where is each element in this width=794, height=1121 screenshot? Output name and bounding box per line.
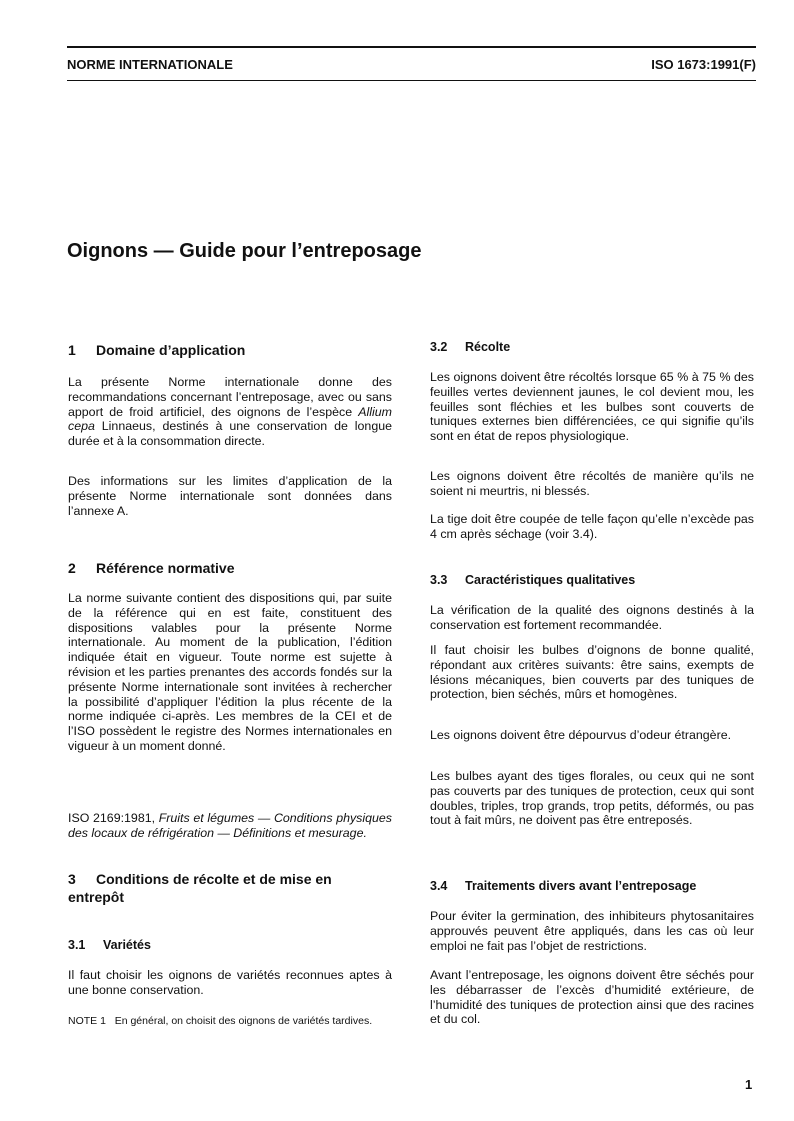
normative-reference: ISO 2169:1981, Fruits et légumes — Conditions physiques des locaux de réfrigération — Définitions et mesurage. — [68, 811, 392, 840]
header-rule-thin — [67, 80, 756, 81]
section-2-heading: 2 Référence normative — [68, 560, 235, 576]
header-rule — [67, 46, 756, 48]
section-3-2-paragraph-3: La tige doit être coupée de telle façon qu’elle n’excède pas 4 cm après séchage (voir 3.4). — [430, 512, 754, 541]
section-3-3-paragraph-2: Il faut choisir les bulbes d’oignons de bonne qualité, répondant aux critères suivants: être sains, exempts de lésions mécaniques, bien couverts par des tuniques de protection, bien séchés, mûrs et homogènes. — [430, 643, 754, 702]
note-1: NOTE 1 En général, on choisit des oignons de variétés tardives. — [68, 1015, 373, 1027]
section-3-3-heading: 3.3 Caractéristiques qualitatives — [430, 573, 636, 587]
section-3-3-paragraph-3: Les oignons doivent être dépourvus d’odeur étrangère. — [430, 728, 732, 742]
section-3-4-heading: 3.4 Traitements divers avant l’entreposage — [430, 879, 697, 893]
section-3-1-heading: 3.1 Variétés — [68, 938, 151, 952]
section-3-2-paragraph-2: Les oignons doivent être récoltés de manière qu’ils ne soient ni meurtris, ni blessés. — [430, 469, 754, 498]
section-1-paragraph-2: Des informations sur les limites d’application de la présente Norme internationale sont données dans l’annexe A. — [68, 474, 392, 518]
section-1-paragraph: La présente Norme internationale donne des recommandations concernant l’entreposage, avec ou sans apport de froid artificiel, des oignons de l’espèce Allium cepa Linnaeus, destinés à une conservation de longue durée et à la consommation directe. — [68, 375, 392, 449]
section-3-4-paragraph-2: Avant l’entreposage, les oignons doivent être séchés pour les débarrasser de l’excès d’humidité extérieure, de l’humidité des tuniques de protection ainsi que des racines et du col. — [430, 968, 754, 1027]
section-3-3-paragraph-1: La vérification de la qualité des oignons destinés à la conservation est fortement recommandée. — [430, 603, 754, 632]
header-left: NORME INTERNATIONALE — [67, 57, 233, 72]
section-1-heading: 1 Domaine d’application — [68, 342, 246, 358]
section-3-heading: 3 Conditions de récolte et de mise en entrepôt — [68, 871, 332, 905]
section-2-paragraph: La norme suivante contient des dispositions qui, par suite de la référence qui en est faite, constituent des dispositions valables pour la présente Norme internationale. Au moment de la publication, l’édition indiquée était en vigueur. Toute norme est sujette à révision et les parties prenantes des accords fondés sur la présente Norme internationale sont invitées à rechercher la possibilité d’appliquer l’édition la plus récente de la norme indiquée ci-après. Les membres de la CEI et de l’ISO possèdent le registre des Normes internationales en vigueur à un moment donné. — [68, 591, 392, 753]
document-title: Oignons — Guide pour l’entreposage — [67, 240, 422, 262]
section-3-2-heading: 3.2 Récolte — [430, 340, 511, 354]
section-3-2-paragraph-1: Les oignons doivent être récoltés lorsque 65 % à 75 % des feuilles vertes deviennent jaunes, le col devient mou, les feuilles sont fléchies et les bulbes sont couverts de tuniques externes bien différenciées, ce qui signifie qu’ils sont en état de repos physiologique. — [430, 370, 754, 444]
section-3-1-paragraph: Il faut choisir les oignons de variétés reconnues aptes à une bonne conservation. — [68, 968, 392, 997]
page-number: 1 — [745, 1077, 753, 1092]
header-right: ISO 1673:1991(F) — [651, 57, 756, 72]
section-3-3-paragraph-4: Les bulbes ayant des tiges florales, ou ceux qui ne sont pas couverts par des tuniques de protection, ceux qui sont doubles, triples, trop grands, trop petits, déformés, ou pas tout à fait mûrs, ne doivent pas être entreposés. — [430, 769, 754, 828]
section-3-4-paragraph-1: Pour éviter la germination, des inhibiteurs phytosanitaires approuvés peuvent être appliqués, dans les cas où leur emploi ne fait pas l’objet de restrictions. — [430, 909, 754, 953]
